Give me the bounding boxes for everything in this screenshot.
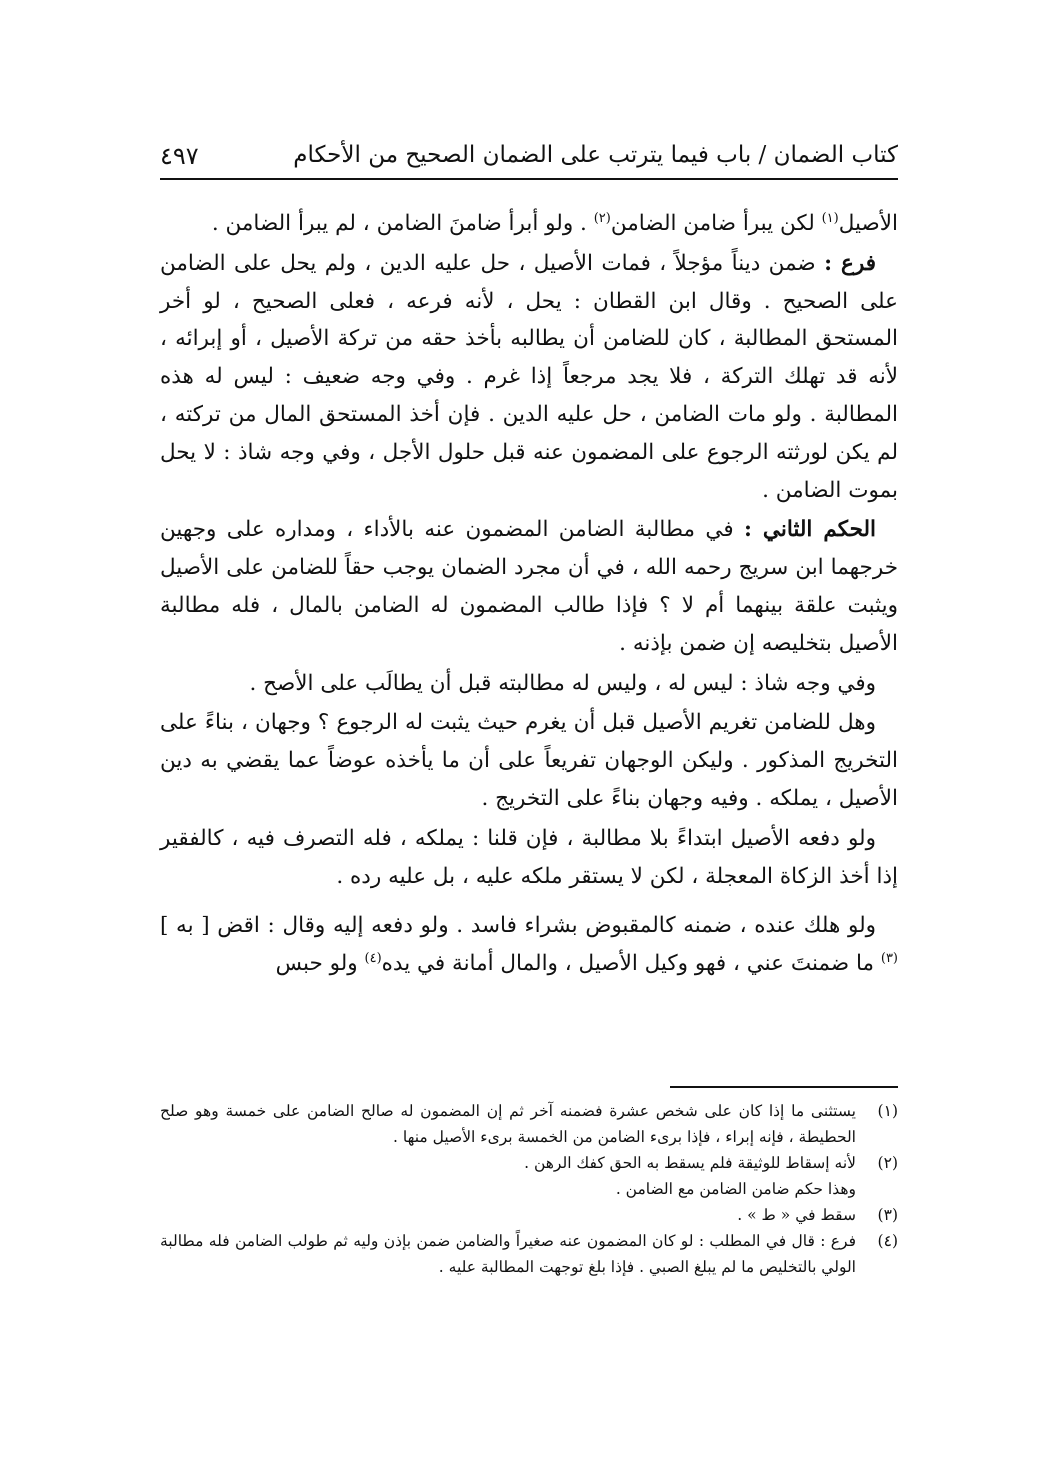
running-head: كتاب الضمان / باب فيما يترتب على الضمان الصحيح من الأحكام — [293, 142, 898, 168]
section-lead: فرع : — [824, 250, 876, 276]
footnote-line: فرع : قال في المطلب : لو كان المضمون عنه صغيراً والضامن ضمن بإذن وليه ثم طولب الضامن فله مطالبة الولي بالتخليص ما لم يبلغ الصبي . فإذا بلغ توجهت المطالبة عليه . — [160, 1232, 856, 1276]
paragraph-far — [160, 245, 898, 510]
text-run: ولو هلك عنده ، ضمنه كالمقبوض بشراء فاسد . ولو دفعه إليه وقال : اقض [ به ] — [160, 913, 876, 939]
paragraph-4: وفي وجه شاذ : ليس له ، وليس له مطالبته قبل أن يطالَب على الأصح . — [249, 670, 876, 696]
footnote-line: يستثنى ما إذا كان على شخص عشرة فضمنه آخر ثم إن المضمون له صالح الضامن على خمسة وهو صلح الحطيطة ، فإنه إبراء ، فإذا برىء الضامن من الخمسة برىء الأصيل منها . — [160, 1102, 856, 1146]
footnote-line: سقط في « ط » . — [737, 1206, 856, 1224]
text-run: ما ضمنتَ عني ، فهو وكيل الأصيل ، والمال أمانة في يده — [381, 951, 881, 977]
text-run: ضمن ديناً مؤجلاً ، فمات الأصيل ، حل عليه الدين ، ولم يحل على الضامن على الصحيح . وقال ابن القطان : يحل ، لأنه فرعه ، فعلى الصحيح ، لو أخر المستحق المطالبة ، كان للضامن أن يطالبه بأخذ حقه من تركة الأصيل ، أو إبرائه ، لأنه قد تهلك التركة ، فلا يجد مرجعاً إذا غرم . وفي وجه ضعيف : ليس له هذه المطالبة . ولو مات الضامن ، حل عليه الدين . فإن أخذ المستحق المال من تركته ، لم يكن لورثته الرجوع على المضمون عنه قبل حلول الأجل ، وفي وجه شاذ : لا يحل بموت الضامن . — [160, 250, 898, 503]
footnote-line: وهذا حكم ضامن الضامن مع الضامن . — [615, 1180, 856, 1198]
footnote-ref-2: (٢) — [593, 210, 611, 226]
footnotes — [160, 1098, 898, 1280]
page-header — [160, 138, 898, 180]
footnote-ref-3: (٣) — [880, 950, 898, 966]
footnote-number: (٤) — [877, 1232, 898, 1250]
text-run: الأصيل — [838, 211, 898, 236]
paragraph-7 — [160, 907, 898, 983]
text-run: ولو حبس — [275, 951, 365, 977]
footnote-separator — [670, 1086, 898, 1088]
footnote-1 — [160, 1098, 898, 1150]
paragraph-6: ولو دفعه الأصيل ابتداءً بلا مطالبة ، فإن قلنا : يملكه ، فله التصرف فيه ، كالفقير إذا أخذ الزكاة المعجلة ، لكن لا يستقر ملكه عليه ، بل عليه رده . — [160, 825, 898, 889]
text-run: لكن يبرأ ضامن الضامن — [610, 211, 822, 236]
paragraph-second-ruling — [160, 511, 898, 662]
text-run: في مطالبة الضامن المضمون عنه بالأداء ، ومداره على وجهين خرجهما ابن سريج رحمه الله ، في أن مجرد الضمان يوجب حقاً للضامن على الأصيل ويثبت علقة بينهما أم لا ؟ فإذا طالب المضمون له الضامن بالمال ، فله مطالبة الأصيل بتخليصه إن ضمن بإذنه . — [160, 517, 898, 656]
footnote-ref-4: (٤) — [364, 950, 382, 966]
footnote-ref-1: (١) — [821, 210, 839, 226]
page-number: ٤٩٧ — [160, 142, 199, 170]
footnote-4 — [160, 1228, 898, 1280]
footnote-line: لأنه إسقاط للوثيقة فلم يسقط به الحق كفك الرهن . — [524, 1154, 856, 1172]
footnote-2 — [160, 1150, 898, 1202]
footnote-number: (٣) — [877, 1206, 898, 1224]
main-text — [160, 205, 898, 983]
footnote-number: (٢) — [877, 1154, 898, 1172]
paragraph-1 — [160, 205, 898, 243]
paragraph-5: وهل للضامن تغريم الأصيل قبل أن يغرم حيث يثبت له الرجوع ؟ وجهان ، بناءً على التخريج المذكور . وليكن الوجهان تفريعاً على أن ما يأخذه عوضاً عما يقضي به دين الأصيل ، يملكه . وفيه وجهان بناءً على التخريج . — [160, 710, 898, 811]
text-run: . ولو أبرأ ضامنَ الضامن ، لم يبرأ الضامن . — [211, 211, 594, 236]
section-lead: الحكم الثاني : — [743, 517, 876, 543]
footnote-3 — [160, 1202, 898, 1228]
footnote-number: (١) — [877, 1102, 898, 1120]
